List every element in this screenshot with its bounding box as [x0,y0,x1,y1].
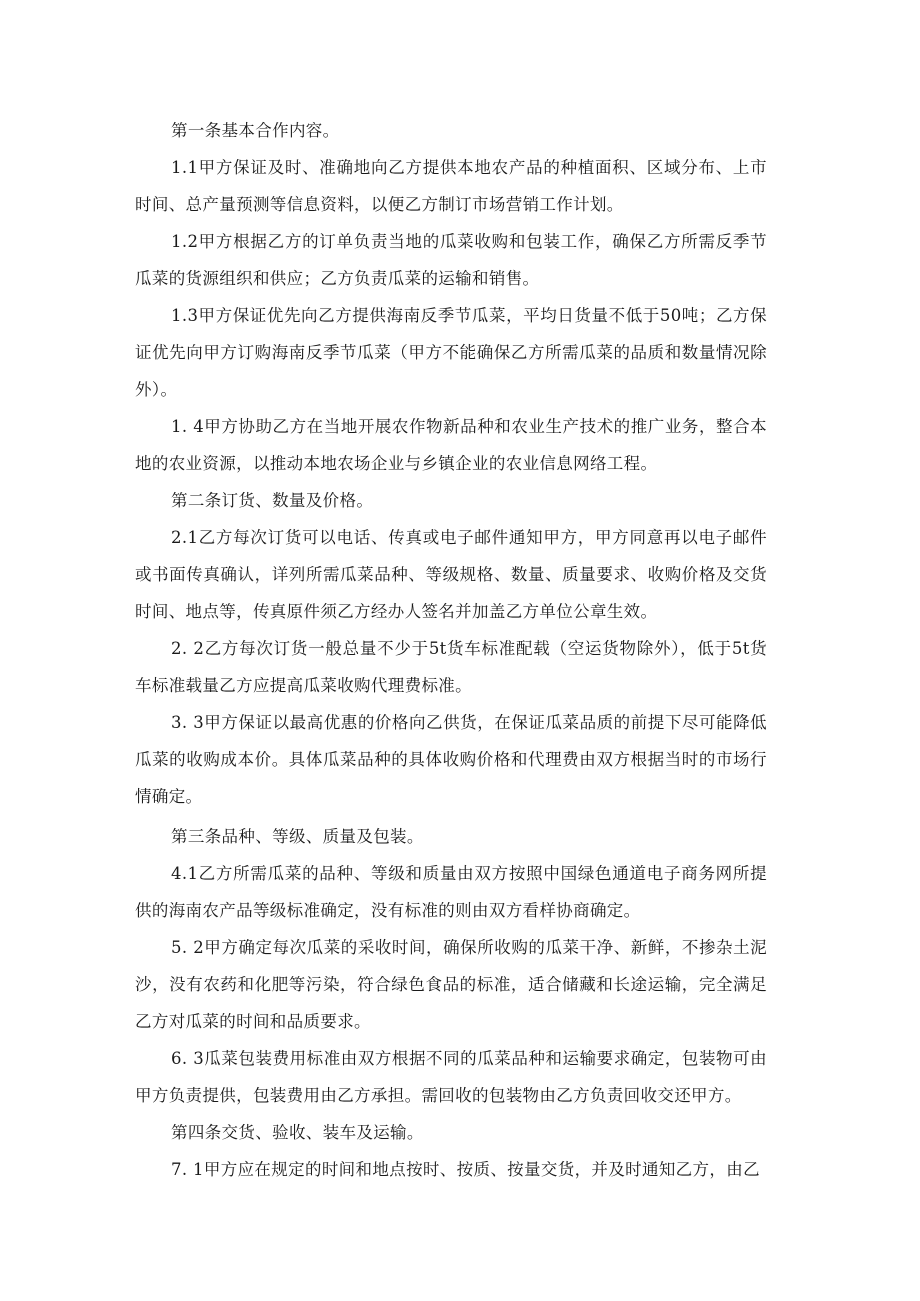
clause-3-3: 3. 3甲方保证以最高优惠的价格向乙供货，在保证瓜菜品质的前提下尽可能降低瓜菜的收购成本价。具体瓜菜品种的具体收购价格和代理费由双方根据当时的市场行情确定。 [135,713,767,806]
section-heading-3: 第三条品种、等级、质量及包装。 [171,827,424,846]
clause-4-1: 4.1乙方所需瓜菜的品种、等级和质量由双方按照中国绿色通道电子商务网所提供的海南农产品等级标准确定，没有标准的则由双方看样协商确定。 [135,864,767,920]
clause-1-4: 1. 4甲方协助乙方在当地开展农作物新品种和农业生产技术的推广业务，整合本地的农业资源，以推动本地农场企业与乡镇企业的农业信息网络工程。 [135,417,767,473]
document-body [135,112,767,1188]
clause-2-1: 2.1乙方每次订货可以电话、传真或电子邮件通知甲方，甲方同意再以电子邮件或书面传真确认，详列所需瓜菜品种、等级规格、数量、质量要求、收购价格及交货时间、地点等，传真原件须乙方经办人签名并加盖乙方单位公章生效。 [135,528,767,621]
section-heading-4: 第四条交货、验收、装车及运输。 [171,1123,424,1142]
clause-5-2: 5. 2甲方确定每次瓜菜的采收时间，确保所收购的瓜菜干净、新鲜，不掺杂土泥沙，没有农药和化肥等污染，符合绿色食品的标准，适合储藏和长途运输，完全满足乙方对瓜菜的时间和品质要求。 [135,938,767,1031]
clause-1-1: 1.1甲方保证及时、准确地向乙方提供本地农产品的种植面积、区域分布、上市时间、总产量预测等信息资料，以便乙方制订市场营销工作计划。 [135,158,767,214]
section-heading-2: 第二条订货、数量及价格。 [171,491,374,510]
clause-1-3: 1.3甲方保证优先向乙方提供海南反季节瓜菜，平均日货量不低于50吨；乙方保证优先向甲方订购海南反季节瓜菜（甲方不能确保乙方所需瓜菜的品质和数量情况除外）。 [135,306,767,399]
clause-7-1: 7. 1甲方应在规定的时间和地点按时、按质、按量交货，并及时通知乙方，由乙 [171,1160,760,1179]
section-heading-1: 第一条基本合作内容。 [171,121,340,140]
clause-2-2: 2. 2乙方每次订货一般总量不少于5t货车标准配载（空运货物除外），低于5t货车标准载量乙方应提高瓜菜收购代理费标准。 [135,639,767,695]
clause-1-2: 1.2甲方根据乙方的订单负责当地的瓜菜收购和包装工作，确保乙方所需反季节瓜菜的货源组织和供应；乙方负责瓜菜的运输和销售。 [135,232,767,288]
clause-6-3: 6. 3瓜菜包装费用标准由双方根据不同的瓜菜品种和运输要求确定，包装物可由甲方负责提供，包装费用由乙方承担。需回收的包装物由乙方负责回收交还甲方。 [135,1049,767,1105]
